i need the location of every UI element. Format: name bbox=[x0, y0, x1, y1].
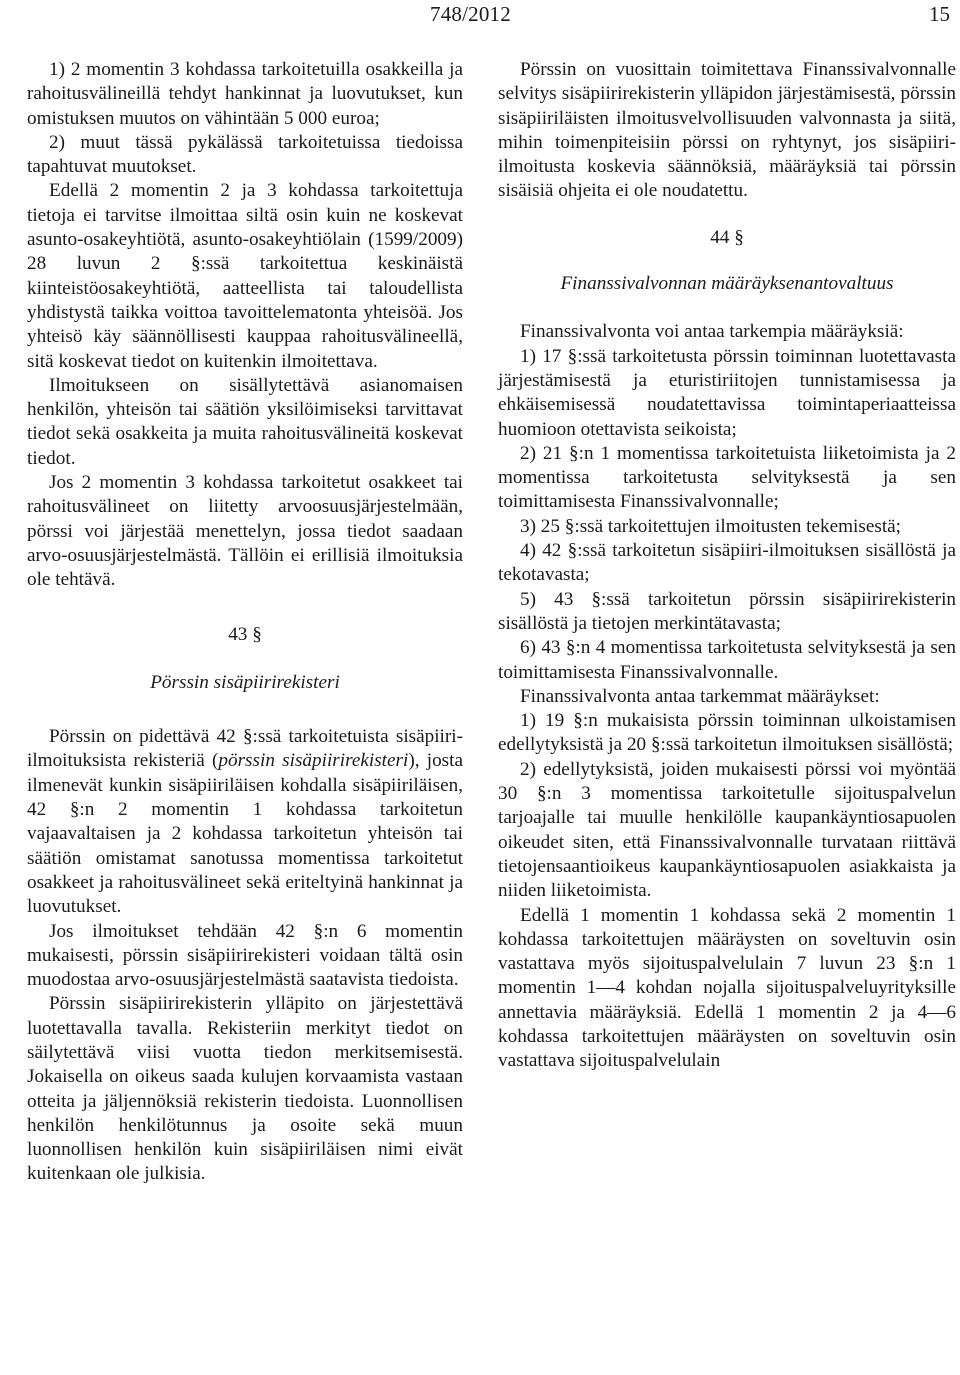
right-column bbox=[498, 58, 956, 1074]
paragraph-text: ), josta ilmenevät kunkin sisäpiiriläisen kohdalla sisäpiiriläisen, 42 §:n 2 momentin 1 kohdassa tarkoitetun vajaavaltaisen ja 2 kohdassa tarkoitetun yhteisön tai säätiön omistamat sanotussa momentissa tarkoitetut osakkeet ja rahoitusvälineet sekä eriteltyinä hankinnat ja luovutukset. bbox=[27, 750, 463, 918]
paragraph-text: Pörssin on pidettävä 42 §:ssä tarkoitetuista sisäpiiri-ilmoituksista rekisteriä ( bbox=[27, 726, 463, 772]
list-item: 6) 43 §:n 4 momentissa tarkoitetusta selvityksestä ja sen toimittamisesta Finanssivalvonnalle. bbox=[498, 637, 956, 683]
left-column bbox=[27, 58, 463, 1187]
paragraph: Ilmoitukseen on sisällytettävä asianomaisen henkilön, yhteisön tai säätiön yksilöimiseksi tarvittavat tiedot sekä osakkeita ja muita rahoitusvälineitä koskevat tiedot. bbox=[27, 374, 463, 469]
paragraph: Pörssin on vuosittain toimitettava Finanssivalvonnalle selvitys sisäpiirirekisterin ylläpidon järjestämisestä, pörssin sisäpiiriläisten ilmoitusvelvollisuuden valvonnasta ja siitä, mihin toimenpiteisiin pörssi on ryhtynyt, jos sisäpiiri-ilmoitusta koskevia säännöksiä, määräyksiä tai pörssin sisäisiä ohjeita ei ole noudatettu. bbox=[498, 59, 956, 202]
page-header bbox=[0, 0, 960, 34]
paragraph: Finanssivalvonta antaa tarkemmat määräykset: bbox=[520, 685, 880, 707]
paragraph: Jos ilmoitukset tehdään 42 §:n 6 momentin mukaisesti, pörssin sisäpiirirekisteri voidaan tältä osin muodostaa arvo-osuusjärjestelmästä saatavista tiedoista. bbox=[27, 920, 463, 991]
paragraph: Pörssin sisäpiirirekisterin ylläpito on järjestettävä luotettavalla tavalla. Rekisteriin merkityt tiedot on säilytettävä viisi vuotta tiedon merkitsemisestä. Jokaisella on oikeus saada kulujen korvaamista vastaan otteita ja jäljennöksiä rekisterin tiedoista. Luonnollisen henkilön henkilötunnus ja osoite sekä muun luonnollisen henkilön kuin sisäpiiriläisen nimi eivät kuitenkaan ole julkisia. bbox=[27, 993, 463, 1185]
list-item: 1) 17 §:ssä tarkoitetusta pörssin toiminnan luotettavasta järjestämisestä ja eturistiriitojen tunnistamisessa ja ehkäisemisessä noudatettavissa toimintaperiaatteissa huomioon otettavista seikoista; bbox=[498, 345, 956, 440]
paragraph bbox=[27, 725, 463, 919]
section-number: 44 § bbox=[710, 226, 744, 248]
section-number: 43 § bbox=[228, 623, 262, 645]
list-item: 2) edellytyksistä, joiden mukaisesti pörssi voi myöntää 30 §:n 3 momentissa tarkoitetulle sijoituspalvelun tarjoajalle tai muulle henkilölle kaupankäyntiosapuolen oikeudet siten, että Finanssivalvonnalle turvataan riittävä tietojensaantioikeus kaupankäyntiosapuolen asiakkaista ja niiden liiketoimista. bbox=[498, 758, 956, 902]
page-number: 15 bbox=[929, 2, 950, 26]
paragraph: 1) 2 momentin 3 kohdassa tarkoitetuilla osakkeilla ja rahoitusvälineillä tehdyt hankinnat ja luovutukset, kun omistuksen muutos on vähintään 5 000 euroa; bbox=[27, 59, 463, 129]
paragraph: Finanssivalvonta voi antaa tarkempia määräyksiä: bbox=[520, 321, 904, 343]
section-title: Pörssin sisäpiirirekisteri bbox=[150, 671, 340, 693]
paragraph: Edellä 2 momentin 2 ja 3 kohdassa tarkoitettuja tietoja ei tarvitse ilmoittaa siltä osin kuin ne koskevat asunto-osakeyhtiötä, asunto-osakeyhtiölain (1599/2009) 28 luvun 2 §:ssä tarkoitettua keskinäistä kiinteistöosakeyhtiötä, aatteellista tai taloudellista yhdistystä taikka voittoa tavoittelematonta yhteisöä. Jos yhteisö käy säännöllisesti kauppaa rahoitusvälineellä, sitä koskevat tiedot on kuitenkin ilmoitettava. bbox=[27, 180, 463, 372]
paragraph: Edellä 1 momentin 1 kohdassa sekä 2 momentin 1 kohdassa tarkoitettujen määräysten on soveltuvin osin vastattava myös sijoituspalvelulain 7 luvun 23 §:n 1 momentin 1—4 kohdan nojalla sijoituspalveluyrityksille annettavia määräyksiä. Edellä 1 momentin 2 ja 4—6 kohdassa tarkoitettujen määräysten on soveltuvin osin vastattava sijoituspalvelulain bbox=[498, 904, 956, 1072]
paragraph: Jos 2 momentin 3 kohdassa tarkoitetut osakkeet tai rahoitusvälineet on liitetty arvoosuusjärjestelmään, pörssi voi järjestää menettelyn, jossa tiedot saadaan arvo-osuusjärjestelmästä. Tällöin ei erillisiä ilmoituksia ole tehtävä. bbox=[27, 472, 463, 591]
list-item: 3) 25 §:ssä tarkoitettujen ilmoitusten tekemisestä; bbox=[520, 515, 902, 537]
list-item: 2) 21 §:n 1 momentissa tarkoitetuista liiketoimista ja 2 momentissa tarkoitetusta selvityksestä ja sen toimittamisesta Finanssivalvonnalle; bbox=[498, 442, 956, 513]
document-number: 748/2012 bbox=[430, 2, 511, 26]
list-item: 5) 43 §:ssä tarkoitetun pörssin sisäpiirirekisterin sisällöstä ja tietojen merkintätavasta; bbox=[498, 588, 956, 634]
list-item: 1) 19 §:n mukaisista pörssin toiminnan ulkoistamisen edellytyksistä ja 20 §:ssä tarkoitetun ilmoituksen sisällöstä; bbox=[498, 710, 956, 756]
defined-term: pörssin sisäpiirirekisteri bbox=[218, 750, 409, 772]
list-item: 4) 42 §:ssä tarkoitetun sisäpiiri-ilmoituksen sisällöstä ja tekotavasta; bbox=[498, 540, 956, 586]
section-title: Finanssivalvonnan määräyksenantovaltuus bbox=[560, 273, 894, 295]
paragraph: 2) muut tässä pykälässä tarkoitetuissa tiedoissa tapahtuvat muutokset. bbox=[27, 131, 463, 178]
